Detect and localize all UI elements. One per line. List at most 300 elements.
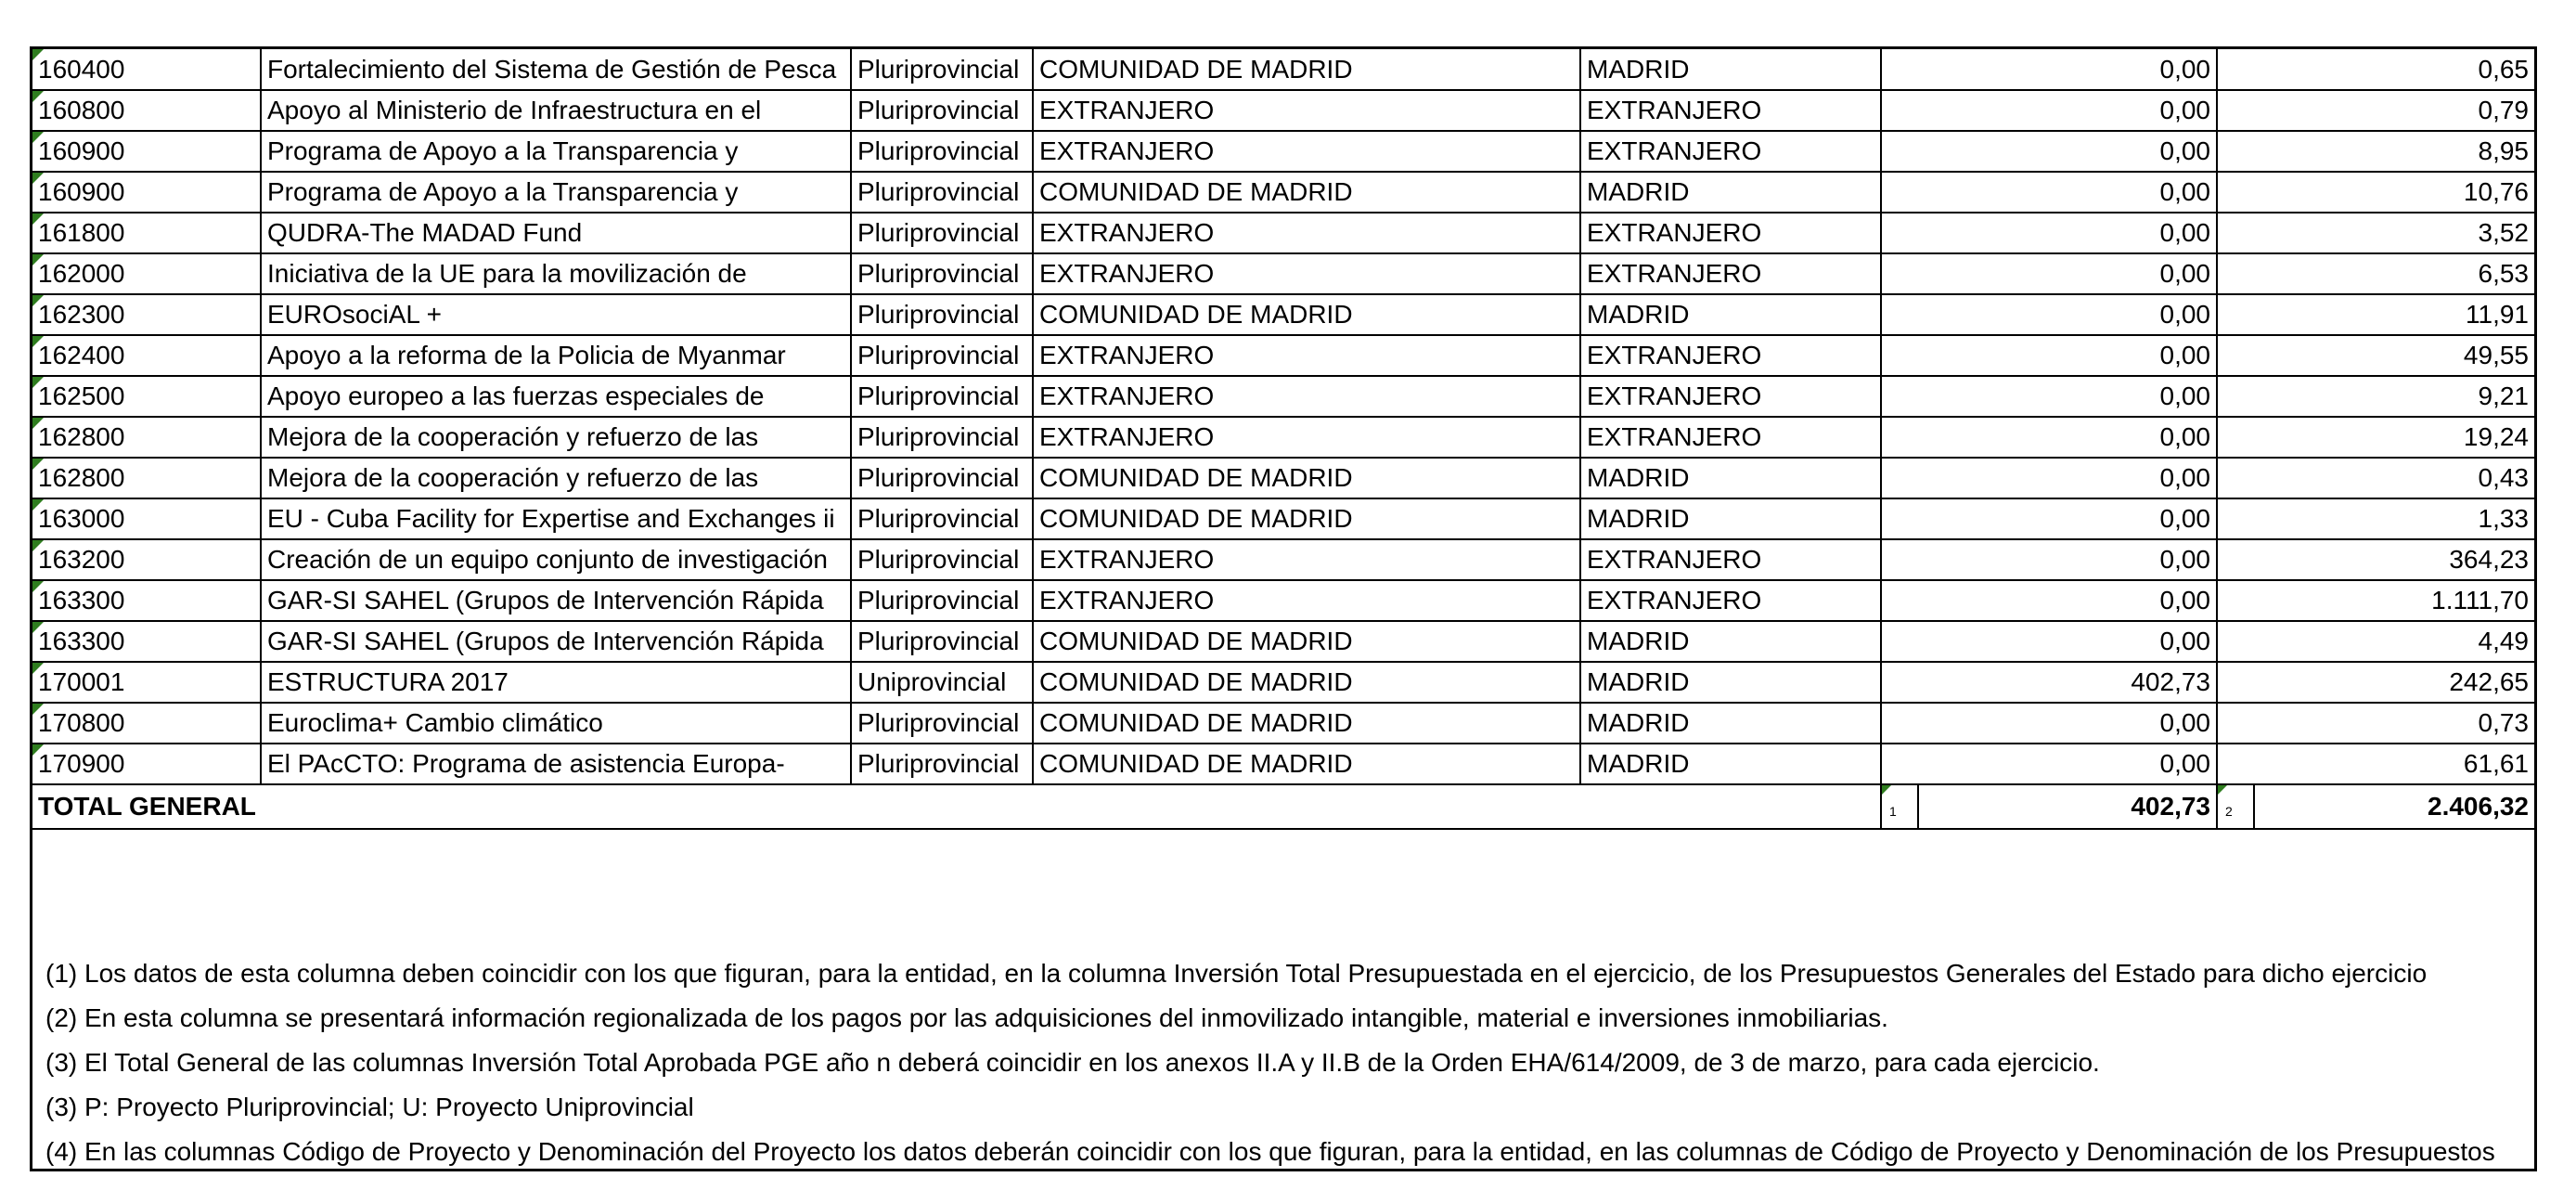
approved-investment-text: 0,00 bbox=[2159, 708, 2210, 737]
project-code bbox=[32, 90, 261, 131]
province bbox=[1580, 458, 1881, 498]
paid-investment-text: 0,73 bbox=[2478, 708, 2529, 737]
report-sheet bbox=[30, 46, 2537, 1171]
table-row bbox=[32, 662, 2534, 703]
project-name-text: Mejora de la cooperación y refuerzo de las bbox=[267, 463, 759, 492]
cell-marker-icon bbox=[32, 499, 44, 511]
region bbox=[1033, 662, 1580, 703]
project-type bbox=[851, 376, 1033, 417]
project-type-text: Pluriprovincial bbox=[857, 54, 1020, 84]
paid-investment-text: 49,55 bbox=[2463, 341, 2529, 369]
region bbox=[1033, 703, 1580, 744]
project-type-text: Pluriprovincial bbox=[857, 749, 1020, 778]
project-type bbox=[851, 580, 1033, 621]
paid-investment bbox=[2217, 90, 2534, 131]
region-text: COMUNIDAD DE MADRID bbox=[1039, 627, 1353, 655]
approved-investment-text: 0,00 bbox=[2159, 422, 2210, 451]
project-type bbox=[851, 172, 1033, 213]
paid-investment bbox=[2217, 703, 2534, 744]
region bbox=[1033, 539, 1580, 580]
region-text: COMUNIDAD DE MADRID bbox=[1039, 300, 1353, 329]
paid-investment bbox=[2217, 744, 2534, 784]
cell-marker-icon bbox=[32, 132, 44, 143]
region-text: EXTRANJERO bbox=[1039, 259, 1215, 288]
cell-marker-icon bbox=[32, 377, 44, 388]
total-ref-cell-2 bbox=[2217, 784, 2254, 829]
project-name-text: Apoyo europeo a las fuerzas especiales de bbox=[267, 382, 765, 410]
province-text: EXTRANJERO bbox=[1587, 545, 1762, 574]
table-row bbox=[32, 376, 2534, 417]
project-name bbox=[261, 744, 851, 784]
paid-investment-text: 3,52 bbox=[2478, 218, 2529, 247]
project-code bbox=[32, 335, 261, 376]
paid-investment-text: 0,65 bbox=[2478, 54, 2529, 84]
approved-investment-text: 0,00 bbox=[2159, 136, 2210, 165]
project-name bbox=[261, 376, 851, 417]
region-text: COMUNIDAD DE MADRID bbox=[1039, 504, 1353, 533]
cell-marker-icon bbox=[1882, 785, 1891, 795]
approved-investment-text: 0,00 bbox=[2159, 177, 2210, 206]
project-name bbox=[261, 458, 851, 498]
paid-investment-text: 8,95 bbox=[2478, 136, 2529, 165]
province-text: MADRID bbox=[1587, 463, 1690, 492]
project-type-text: Pluriprovincial bbox=[857, 136, 1020, 165]
region bbox=[1033, 376, 1580, 417]
total-row bbox=[32, 784, 2534, 829]
project-code-text: 160400 bbox=[38, 54, 125, 84]
project-type-text: Pluriprovincial bbox=[857, 586, 1020, 614]
project-name bbox=[261, 90, 851, 131]
paid-investment bbox=[2217, 213, 2534, 253]
province-text: EXTRANJERO bbox=[1587, 259, 1762, 288]
project-type-text: Pluriprovincial bbox=[857, 708, 1020, 737]
project-type-text: Pluriprovincial bbox=[857, 422, 1020, 451]
project-name-text: Apoyo a la reforma de la Policia de Myanmar bbox=[267, 341, 786, 369]
province bbox=[1580, 744, 1881, 784]
table-row bbox=[32, 335, 2534, 376]
province-text: EXTRANJERO bbox=[1587, 218, 1762, 247]
region-text: COMUNIDAD DE MADRID bbox=[1039, 708, 1353, 737]
approved-investment-text: 402,73 bbox=[2131, 667, 2210, 696]
approved-investment bbox=[1881, 744, 2217, 784]
project-type bbox=[851, 498, 1033, 539]
project-code bbox=[32, 662, 261, 703]
project-code bbox=[32, 703, 261, 744]
project-name-text: Creación de un equipo conjunto de investigación bbox=[267, 545, 828, 574]
region bbox=[1033, 294, 1580, 335]
project-type-text: Uniprovincial bbox=[857, 667, 1007, 696]
project-code-text: 162800 bbox=[38, 422, 125, 451]
region bbox=[1033, 580, 1580, 621]
project-code-text: 163300 bbox=[38, 586, 125, 614]
approved-investment-text: 0,00 bbox=[2159, 749, 2210, 778]
table-row bbox=[32, 417, 2534, 458]
table-row bbox=[32, 744, 2534, 784]
region-text: COMUNIDAD DE MADRID bbox=[1039, 463, 1353, 492]
footnote: (3) P: Proyecto Pluriprovincial; U: Proyecto Uniprovincial bbox=[45, 1093, 694, 1121]
project-name-text: El PAcCTO: Programa de asistencia Europa- bbox=[267, 749, 785, 778]
province-text: EXTRANJERO bbox=[1587, 136, 1762, 165]
project-name bbox=[261, 131, 851, 172]
project-name bbox=[261, 49, 851, 90]
table-row bbox=[32, 131, 2534, 172]
region-text: EXTRANJERO bbox=[1039, 545, 1215, 574]
province-text: MADRID bbox=[1587, 708, 1690, 737]
project-type-text: Pluriprovincial bbox=[857, 218, 1020, 247]
region-text: COMUNIDAD DE MADRID bbox=[1039, 177, 1353, 206]
project-name-text: Mejora de la cooperación y refuerzo de las bbox=[267, 422, 759, 451]
cell-marker-icon bbox=[32, 622, 44, 633]
approved-investment-text: 0,00 bbox=[2159, 627, 2210, 655]
project-name-text: EUROsociAL + bbox=[267, 300, 443, 329]
province-text: EXTRANJERO bbox=[1587, 382, 1762, 410]
project-code bbox=[32, 498, 261, 539]
project-code-text: 160900 bbox=[38, 177, 125, 206]
province-text: MADRID bbox=[1587, 300, 1690, 329]
paid-investment bbox=[2217, 662, 2534, 703]
project-code bbox=[32, 131, 261, 172]
province bbox=[1580, 498, 1881, 539]
province-text: EXTRANJERO bbox=[1587, 341, 1762, 369]
project-code bbox=[32, 417, 261, 458]
project-type-text: Pluriprovincial bbox=[857, 341, 1020, 369]
approved-investment bbox=[1881, 621, 2217, 662]
approved-investment bbox=[1881, 213, 2217, 253]
table-row bbox=[32, 172, 2534, 213]
province-text: MADRID bbox=[1587, 749, 1690, 778]
table-row bbox=[32, 458, 2534, 498]
region bbox=[1033, 49, 1580, 90]
region-text: EXTRANJERO bbox=[1039, 586, 1215, 614]
project-code bbox=[32, 744, 261, 784]
table-row bbox=[32, 580, 2534, 621]
region-text: COMUNIDAD DE MADRID bbox=[1039, 749, 1353, 778]
project-name-text: Programa de Apoyo a la Transparencia y bbox=[267, 177, 739, 206]
cell-marker-icon bbox=[32, 49, 44, 60]
table-row bbox=[32, 213, 2534, 253]
paid-investment-text: 10,76 bbox=[2463, 177, 2529, 206]
approved-investment bbox=[1881, 172, 2217, 213]
investment-table bbox=[32, 49, 2534, 830]
approved-investment-text: 0,00 bbox=[2159, 218, 2210, 247]
project-type bbox=[851, 131, 1033, 172]
total-label: TOTAL GENERAL bbox=[32, 784, 1881, 829]
project-code bbox=[32, 458, 261, 498]
table-row bbox=[32, 703, 2534, 744]
footnotes bbox=[32, 951, 2534, 1174]
project-type bbox=[851, 253, 1033, 294]
project-type bbox=[851, 49, 1033, 90]
project-type-text: Pluriprovincial bbox=[857, 259, 1020, 288]
project-code bbox=[32, 294, 261, 335]
region-text: COMUNIDAD DE MADRID bbox=[1039, 667, 1353, 696]
paid-investment-text: 9,21 bbox=[2478, 382, 2529, 410]
project-name bbox=[261, 662, 851, 703]
project-type-text: Pluriprovincial bbox=[857, 382, 1020, 410]
project-name bbox=[261, 498, 851, 539]
project-code bbox=[32, 376, 261, 417]
project-name-text: Fortalecimiento del Sistema de Gestión de Pesca bbox=[267, 54, 837, 84]
paid-investment bbox=[2217, 131, 2534, 172]
project-name bbox=[261, 580, 851, 621]
project-type bbox=[851, 703, 1033, 744]
province bbox=[1580, 172, 1881, 213]
region bbox=[1033, 253, 1580, 294]
approved-investment bbox=[1881, 335, 2217, 376]
cell-marker-icon bbox=[32, 581, 44, 592]
approved-investment bbox=[1881, 253, 2217, 294]
province bbox=[1580, 131, 1881, 172]
project-type bbox=[851, 539, 1033, 580]
project-name bbox=[261, 172, 851, 213]
project-code bbox=[32, 172, 261, 213]
cell-marker-icon bbox=[32, 173, 44, 184]
project-name bbox=[261, 539, 851, 580]
cell-marker-icon bbox=[32, 540, 44, 551]
province bbox=[1580, 253, 1881, 294]
region bbox=[1033, 744, 1580, 784]
approved-investment bbox=[1881, 580, 2217, 621]
province bbox=[1580, 539, 1881, 580]
project-name bbox=[261, 294, 851, 335]
project-name bbox=[261, 703, 851, 744]
project-type bbox=[851, 335, 1033, 376]
approved-investment-text: 0,00 bbox=[2159, 341, 2210, 369]
region bbox=[1033, 621, 1580, 662]
region bbox=[1033, 213, 1580, 253]
total-value-2: 2.406,32 bbox=[2254, 784, 2534, 829]
approved-investment-text: 0,00 bbox=[2159, 545, 2210, 574]
project-type-text: Pluriprovincial bbox=[857, 463, 1020, 492]
project-name bbox=[261, 335, 851, 376]
approved-investment-text: 0,00 bbox=[2159, 54, 2210, 84]
paid-investment-text: 242,65 bbox=[2449, 667, 2529, 696]
footnote: (1) Los datos de esta columna deben coincidir con los que figuran, para la entidad, en la columna Inversión Total Presupuestada en el ejercicio, de los Presupuestos Generales del Estado para dicho ejercicio bbox=[45, 959, 2428, 988]
project-type-text: Pluriprovincial bbox=[857, 545, 1020, 574]
total-ref-cell-1 bbox=[1881, 784, 1918, 829]
project-name-text: Programa de Apoyo a la Transparencia y bbox=[267, 136, 739, 165]
paid-investment bbox=[2217, 621, 2534, 662]
table-row bbox=[32, 621, 2534, 662]
paid-investment-text: 364,23 bbox=[2449, 545, 2529, 574]
paid-investment bbox=[2217, 294, 2534, 335]
total-value-1: 402,73 bbox=[1918, 784, 2217, 829]
cell-marker-icon bbox=[32, 663, 44, 674]
total-ref-2: 2 bbox=[2225, 804, 2233, 819]
project-code-text: 170800 bbox=[38, 708, 125, 737]
table-row bbox=[32, 539, 2534, 580]
project-type-text: Pluriprovincial bbox=[857, 96, 1020, 124]
paid-investment bbox=[2217, 458, 2534, 498]
total-ref-1: 1 bbox=[1889, 804, 1897, 819]
table-body bbox=[32, 49, 2534, 784]
project-code bbox=[32, 539, 261, 580]
approved-investment bbox=[1881, 458, 2217, 498]
province-text: MADRID bbox=[1587, 667, 1690, 696]
approved-investment bbox=[1881, 498, 2217, 539]
paid-investment-text: 19,24 bbox=[2463, 422, 2529, 451]
paid-investment bbox=[2217, 49, 2534, 90]
paid-investment-text: 6,53 bbox=[2478, 259, 2529, 288]
province bbox=[1580, 213, 1881, 253]
project-code-text: 162400 bbox=[38, 341, 125, 369]
project-name-text: Euroclima+ Cambio climático bbox=[267, 708, 603, 737]
paid-investment-text: 1.111,70 bbox=[2431, 586, 2529, 614]
province-text: MADRID bbox=[1587, 177, 1690, 206]
cell-marker-icon bbox=[32, 336, 44, 347]
paid-investment bbox=[2217, 335, 2534, 376]
table-row bbox=[32, 90, 2534, 131]
paid-investment bbox=[2217, 172, 2534, 213]
project-code-text: 170900 bbox=[38, 749, 125, 778]
table-row bbox=[32, 49, 2534, 90]
approved-investment bbox=[1881, 376, 2217, 417]
province-text: MADRID bbox=[1587, 627, 1690, 655]
region-text: EXTRANJERO bbox=[1039, 382, 1215, 410]
cell-marker-icon bbox=[32, 295, 44, 306]
project-name-text: Iniciativa de la UE para la movilización de bbox=[267, 259, 747, 288]
paid-investment bbox=[2217, 580, 2534, 621]
project-type bbox=[851, 662, 1033, 703]
cell-marker-icon bbox=[32, 254, 44, 265]
province-text: MADRID bbox=[1587, 54, 1690, 84]
project-name bbox=[261, 621, 851, 662]
approved-investment bbox=[1881, 662, 2217, 703]
region bbox=[1033, 417, 1580, 458]
region bbox=[1033, 131, 1580, 172]
region bbox=[1033, 335, 1580, 376]
province bbox=[1580, 621, 1881, 662]
paid-investment bbox=[2217, 253, 2534, 294]
region-text: EXTRANJERO bbox=[1039, 96, 1215, 124]
cell-marker-icon bbox=[32, 704, 44, 715]
project-type-text: Pluriprovincial bbox=[857, 177, 1020, 206]
project-code-text: 163200 bbox=[38, 545, 125, 574]
project-code bbox=[32, 49, 261, 90]
region-text: COMUNIDAD DE MADRID bbox=[1039, 54, 1353, 84]
project-name bbox=[261, 417, 851, 458]
project-type bbox=[851, 90, 1033, 131]
paid-investment-text: 11,91 bbox=[2466, 300, 2529, 329]
region-text: EXTRANJERO bbox=[1039, 422, 1215, 451]
province-text: EXTRANJERO bbox=[1587, 586, 1762, 614]
approved-investment bbox=[1881, 49, 2217, 90]
project-type bbox=[851, 417, 1033, 458]
province bbox=[1580, 580, 1881, 621]
project-type-text: Pluriprovincial bbox=[857, 300, 1020, 329]
cell-marker-icon bbox=[2218, 785, 2227, 795]
paid-investment bbox=[2217, 376, 2534, 417]
province bbox=[1580, 294, 1881, 335]
table-row bbox=[32, 294, 2534, 335]
project-type bbox=[851, 294, 1033, 335]
project-type bbox=[851, 458, 1033, 498]
region-text: EXTRANJERO bbox=[1039, 136, 1215, 165]
approved-investment-text: 0,00 bbox=[2159, 300, 2210, 329]
project-code-text: 170001 bbox=[38, 667, 125, 696]
project-code bbox=[32, 621, 261, 662]
project-code-text: 163000 bbox=[38, 504, 125, 533]
province bbox=[1580, 662, 1881, 703]
region-text: EXTRANJERO bbox=[1039, 341, 1215, 369]
project-name bbox=[261, 253, 851, 294]
footnote: (4) En las columnas Código de Proyecto y Denominación del Proyecto los datos deberán coincidir con los que figuran, para la entidad, en las columnas de Código de Proyecto y Denominación de los Presupuestos bbox=[45, 1137, 2495, 1166]
cell-marker-icon bbox=[32, 418, 44, 429]
project-type bbox=[851, 621, 1033, 662]
project-name-text: GAR-SI SAHEL (Grupos de Intervención Rápida bbox=[267, 627, 824, 655]
project-code-text: 160900 bbox=[38, 136, 125, 165]
approved-investment bbox=[1881, 131, 2217, 172]
approved-investment bbox=[1881, 417, 2217, 458]
approved-investment bbox=[1881, 90, 2217, 131]
region bbox=[1033, 90, 1580, 131]
approved-investment bbox=[1881, 539, 2217, 580]
approved-investment bbox=[1881, 703, 2217, 744]
project-type bbox=[851, 744, 1033, 784]
project-name-text: Apoyo al Ministerio de Infraestructura en el bbox=[267, 96, 762, 124]
approved-investment-text: 0,00 bbox=[2159, 504, 2210, 533]
paid-investment bbox=[2217, 417, 2534, 458]
project-name-text: QUDRA-The MADAD Fund bbox=[267, 218, 583, 247]
paid-investment-text: 4,49 bbox=[2478, 627, 2529, 655]
project-type-text: Pluriprovincial bbox=[857, 627, 1020, 655]
footnote: (3) El Total General de las columnas Inversión Total Aprobada PGE año n deberá coincidir en los anexos II.A y II.B de la Orden EHA/614/2009, de 3 de marzo, para cada ejercicio. bbox=[45, 1048, 2100, 1077]
approved-investment-text: 0,00 bbox=[2159, 463, 2210, 492]
project-code-text: 160800 bbox=[38, 96, 125, 124]
paid-investment bbox=[2217, 498, 2534, 539]
paid-investment-text: 1,33 bbox=[2478, 504, 2529, 533]
province-text: MADRID bbox=[1587, 504, 1690, 533]
paid-investment-text: 0,43 bbox=[2478, 463, 2529, 492]
table-row bbox=[32, 253, 2534, 294]
project-type bbox=[851, 213, 1033, 253]
province bbox=[1580, 49, 1881, 90]
region bbox=[1033, 172, 1580, 213]
approved-investment-text: 0,00 bbox=[2159, 96, 2210, 124]
approved-investment bbox=[1881, 294, 2217, 335]
project-code bbox=[32, 213, 261, 253]
province bbox=[1580, 335, 1881, 376]
province bbox=[1580, 90, 1881, 131]
footnote: (2) En esta columna se presentará información regionalizada de los pagos por las adquisiciones del inmovilizado intangible, material e inversiones inmobiliarias. bbox=[45, 1003, 1888, 1032]
cell-marker-icon bbox=[32, 459, 44, 470]
project-name-text: ESTRUCTURA 2017 bbox=[267, 667, 509, 696]
approved-investment-text: 0,00 bbox=[2159, 259, 2210, 288]
project-code-text: 163300 bbox=[38, 627, 125, 655]
project-code-text: 161800 bbox=[38, 218, 125, 247]
province-text: EXTRANJERO bbox=[1587, 96, 1762, 124]
project-code-text: 162300 bbox=[38, 300, 125, 329]
approved-investment-text: 0,00 bbox=[2159, 586, 2210, 614]
project-name-text: EU - Cuba Facility for Expertise and Exchanges ii bbox=[267, 504, 835, 533]
table-row bbox=[32, 498, 2534, 539]
project-type-text: Pluriprovincial bbox=[857, 504, 1020, 533]
project-code bbox=[32, 580, 261, 621]
cell-marker-icon bbox=[32, 91, 44, 102]
region bbox=[1033, 498, 1580, 539]
province bbox=[1580, 376, 1881, 417]
region bbox=[1033, 458, 1580, 498]
province bbox=[1580, 417, 1881, 458]
project-code-text: 162000 bbox=[38, 259, 125, 288]
project-name bbox=[261, 213, 851, 253]
region-text: EXTRANJERO bbox=[1039, 218, 1215, 247]
project-name-text: GAR-SI SAHEL (Grupos de Intervención Rápida bbox=[267, 586, 824, 614]
paid-investment-text: 61,61 bbox=[2463, 749, 2529, 778]
province bbox=[1580, 703, 1881, 744]
paid-investment-text: 0,79 bbox=[2478, 96, 2529, 124]
table-footer bbox=[32, 784, 2534, 829]
